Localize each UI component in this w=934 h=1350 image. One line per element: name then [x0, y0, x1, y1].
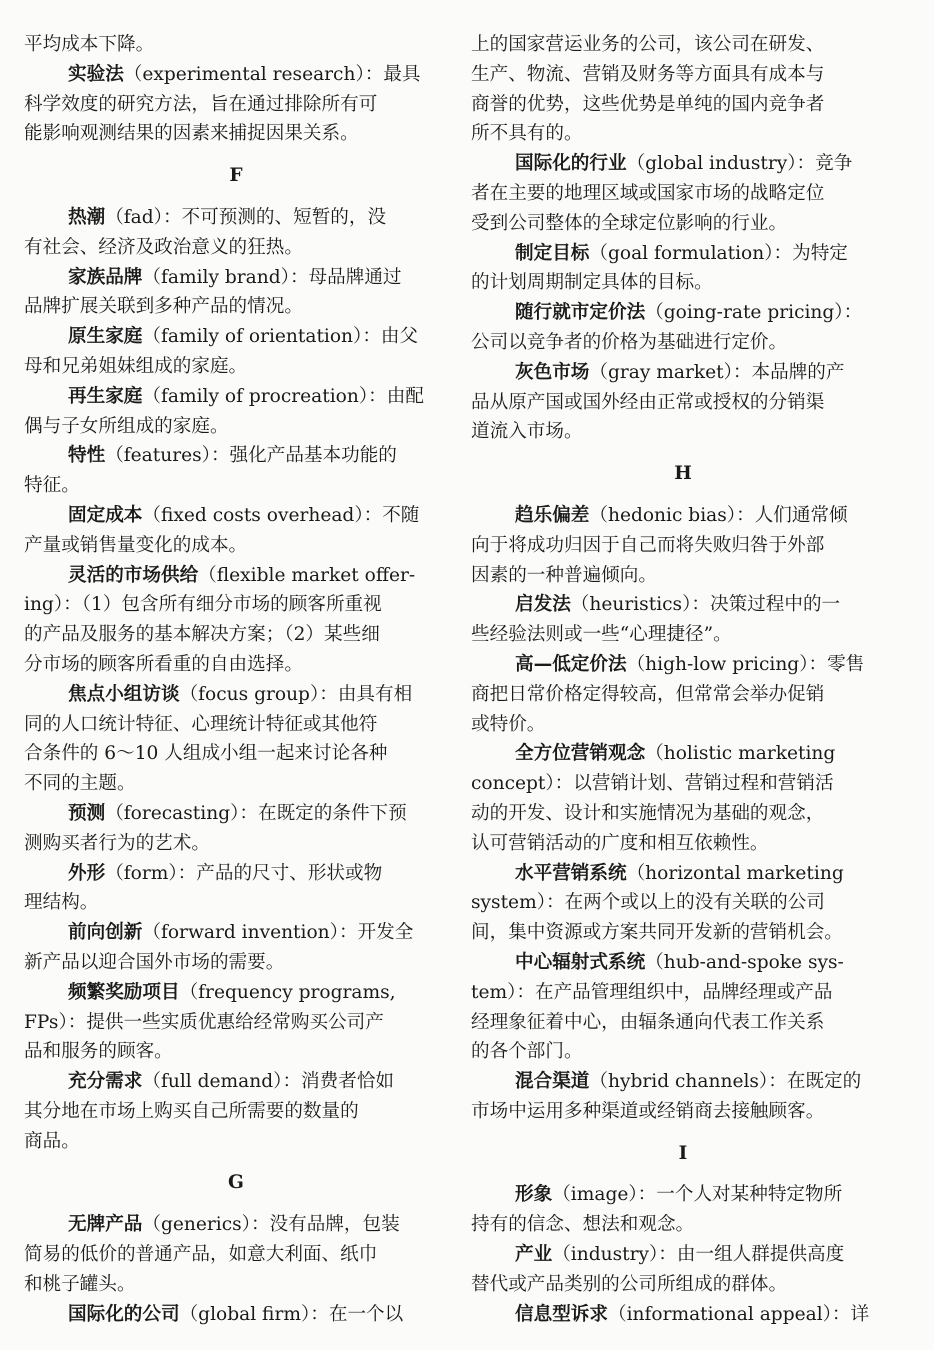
- entry-definition-line: 新产品以迎合国外市场的需要。: [24, 951, 285, 973]
- entry-definition-line: 商品。: [24, 1130, 80, 1152]
- entry-definition-line: 经理象征着中心，由辐条通向代表工作关系: [471, 1011, 825, 1033]
- entry-definition-start: （family of procreation）：由配: [142, 385, 424, 407]
- entry-term: 特性: [68, 445, 106, 467]
- section-letter: I: [678, 1142, 688, 1164]
- entry-definition-line: 能影响观测结果的因素来捕捉因果关系。: [24, 123, 359, 145]
- entry-first-line: [24, 60, 448, 90]
- entry-definition-start: （experimental research）：最具: [123, 63, 421, 85]
- continued-text: [24, 30, 448, 60]
- entry-definition-start: （form）：产品的尺寸、形状或物: [105, 862, 383, 884]
- entry-first-line: [24, 322, 448, 352]
- entry-first-line: [471, 1300, 895, 1330]
- entry-term: 热潮: [68, 206, 106, 228]
- entry-definition-line: 有社会、经济及政治意义的狂热。: [24, 236, 303, 258]
- entry-definition-start: （frequency programs,: [179, 981, 396, 1003]
- entry-definition-start: （goal formulation）：为特定: [589, 242, 848, 264]
- entry-first-line: [471, 1067, 895, 1097]
- text-line: 平均成本下降。: [24, 34, 155, 55]
- entry-definition-start: （gray market）：本品牌的产: [589, 361, 845, 383]
- entry-term: 焦点小组访谈: [68, 683, 180, 705]
- entry-first-line: [471, 239, 895, 269]
- entry-definition-line: 理结构。: [24, 892, 99, 914]
- glossary-entry: [24, 799, 448, 859]
- entry-term: 混合渠道: [515, 1071, 590, 1093]
- glossary-entry: [471, 1180, 895, 1240]
- entry-definition-line: 的产品及服务的基本解决方案；（2）某些细: [24, 624, 380, 646]
- entry-definition-start: （high-low pricing）：零售: [626, 653, 865, 675]
- text-line: 生产、物流、营销及财务等方面具有成本与: [471, 63, 825, 85]
- entry-definition-start: （fad）：不可预测的、短暂的，没: [105, 206, 387, 228]
- glossary-entry: [24, 441, 448, 501]
- entry-definition-line: 动的开发、设计和实施情况为基础的观念，: [471, 802, 825, 824]
- entry-first-line: [24, 501, 448, 531]
- entry-first-line: [24, 1300, 448, 1330]
- glossary-entry: [24, 1210, 448, 1299]
- entry-first-line: [471, 149, 895, 179]
- entry-first-line: [471, 948, 895, 978]
- entry-definition-line: 特征。: [24, 475, 80, 497]
- entry-definition-start: （industry）：由一组人群提供高度: [552, 1244, 845, 1266]
- entry-first-line: [24, 263, 448, 293]
- glossary-entry: [24, 322, 448, 382]
- text-line: 商誉的优势，这些优势是单纯的国内竞争者: [471, 93, 825, 115]
- entry-term: 制定目标: [515, 242, 590, 264]
- entry-definition-start: （heuristics）：决策过程中的一: [570, 594, 841, 616]
- entry-term: 前向创新: [68, 922, 143, 944]
- entry-definition-line: 品从原产国或国外经由正常或授权的分销渠: [471, 391, 825, 413]
- glossary-entry: [24, 859, 448, 919]
- entry-definition-line: 公司以竞争者的价格为基础进行定价。: [471, 331, 788, 353]
- entry-term: 高—低定价法: [515, 653, 627, 675]
- entry-first-line: [24, 1210, 448, 1240]
- entry-term: 实验法: [68, 63, 124, 85]
- entry-definition-line: 品牌扩展关联到多种产品的情况。: [24, 296, 303, 318]
- glossary-entry: [24, 918, 448, 978]
- entry-definition-start: （forecasting）：在既定的条件下预: [105, 802, 407, 824]
- entry-definition-line: 道流入市场。: [471, 421, 583, 443]
- section-letter: H: [674, 463, 692, 485]
- entry-definition-start: （informational appeal）：详: [607, 1303, 870, 1325]
- glossary-entry: [471, 1067, 895, 1127]
- glossary-entry: [471, 739, 895, 858]
- entry-definition-line: 其分地在市场上购买自己所需要的数量的: [24, 1100, 359, 1122]
- glossary-entry: [24, 1300, 448, 1330]
- glossary-entry: [471, 358, 895, 447]
- entry-term: 再生家庭: [68, 385, 143, 407]
- entry-first-line: [471, 590, 895, 620]
- glossary-entry: [24, 203, 448, 263]
- entry-definition-line: 受到公司整体的全球定位影响的行业。: [471, 212, 788, 234]
- entry-first-line: [471, 859, 895, 889]
- glossary-entry: [24, 501, 448, 561]
- glossary-entry: [471, 239, 895, 299]
- entry-definition-line: FPs）：提供一些实质优惠给经常购买公司产: [24, 1011, 384, 1033]
- entry-definition-line: 持有的信念、想法和观念。: [471, 1214, 695, 1236]
- entry-first-line: [24, 680, 448, 710]
- entry-definition-line: 市场中运用多种渠道或经销商去接触顾客。: [471, 1100, 825, 1122]
- entry-definition-start: （hedonic bias）：人们通常倾: [589, 504, 848, 526]
- entry-first-line: [471, 1240, 895, 1270]
- entry-definition-line: 的各个部门。: [471, 1041, 583, 1063]
- entry-definition-line: 分市场的顾客所看重的自由选择。: [24, 653, 303, 675]
- entry-definition-start: （holistic marketing: [645, 743, 836, 765]
- entry-definition-line: 简易的低价的普通产品，如意大利面、纸巾: [24, 1244, 378, 1266]
- glossary-entry: [471, 149, 895, 238]
- glossary-entry: [24, 978, 448, 1067]
- glossary-entry: [24, 60, 448, 149]
- entry-definition-line: ing）：（1）包含所有细分市场的顾客所重视: [24, 594, 382, 616]
- entry-term: 中心辐射式系统: [515, 951, 646, 973]
- entry-definition-line: 替代或产品类别的公司所组成的群体。: [471, 1273, 788, 1295]
- entry-definition-start: （global firm）：在一个以: [179, 1303, 404, 1325]
- continued-text: [471, 30, 895, 149]
- glossary-entry: [24, 680, 448, 799]
- entry-term: 灵活的市场供给: [68, 564, 199, 586]
- entry-definition-start: （full demand）：消费者恰如: [142, 1071, 395, 1093]
- entry-term: 信息型诉求: [515, 1303, 608, 1325]
- entry-definition-start: （generics）：没有品牌，包装: [142, 1214, 400, 1236]
- entry-definition-line: 科学效度的研究方法，旨在通过排除所有可: [24, 93, 378, 115]
- entry-definition-start: （image）：一个人对某种特定物所: [552, 1184, 843, 1206]
- entry-term: 国际化的公司: [68, 1303, 180, 1325]
- entry-first-line: [24, 799, 448, 829]
- entry-term: 无牌产品: [68, 1214, 143, 1236]
- entry-definition-line: 或特价。: [471, 713, 546, 735]
- entry-definition-start: （hub-and-spoke sys-: [645, 951, 844, 973]
- entry-term: 灰色市场: [515, 361, 590, 383]
- section-letter: F: [229, 165, 243, 187]
- entry-definition-line: 不同的主题。: [24, 773, 136, 795]
- entry-first-line: [24, 561, 448, 591]
- entry-first-line: [24, 382, 448, 412]
- entry-term: 国际化的行业: [515, 153, 627, 175]
- glossary-entry: [471, 1240, 895, 1300]
- entry-definition-line: 因素的一种普遍倾向。: [471, 564, 657, 586]
- entry-first-line: [471, 358, 895, 388]
- entry-first-line: [24, 441, 448, 471]
- entry-term: 家族品牌: [68, 266, 143, 288]
- entry-term: 预测: [68, 802, 106, 824]
- entry-term: 产业: [515, 1244, 553, 1266]
- entry-definition-start: （fixed costs overhead）：不随: [142, 504, 420, 526]
- glossary-entry: [471, 859, 895, 948]
- entry-term: 趋乐偏差: [515, 504, 590, 526]
- entry-definition-line: 间，集中资源或方案共同开发新的营销机会。: [471, 922, 843, 944]
- entry-definition-start: （family of orientation）：由父: [142, 326, 419, 348]
- glossary-entry: [24, 1067, 448, 1156]
- entry-first-line: [471, 1180, 895, 1210]
- entry-first-line: [471, 501, 895, 531]
- entry-definition-line: 和桃子罐头。: [24, 1273, 136, 1295]
- entry-definition-line: 同的人口统计特征、心理统计特征或其他符: [24, 713, 378, 735]
- entry-definition-line: tem）：在产品管理组织中，品牌经理或产品: [471, 981, 833, 1003]
- entry-term: 频繁奖励项目: [68, 981, 180, 1003]
- entry-definition-start: （going-rate pricing）：: [645, 302, 863, 324]
- entry-definition-start: （features）：强化产品基本功能的: [105, 445, 397, 467]
- entry-definition-line: system）：在两个或以上的没有关联的公司: [471, 892, 825, 914]
- entry-definition-line: 偶与子女所组成的家庭。: [24, 415, 229, 437]
- entry-first-line: [24, 203, 448, 233]
- entry-definition-start: （forward invention）：开发全: [142, 922, 414, 944]
- entry-definition-line: 合条件的 6～10 人组成小组一起来讨论各种: [24, 743, 388, 765]
- glossary-entry: [471, 948, 895, 1067]
- entry-first-line: [471, 739, 895, 769]
- entry-definition-start: （family brand）：母品牌通过: [142, 266, 402, 288]
- entry-definition-line: 母和兄弟姐妹组成的家庭。: [24, 355, 248, 377]
- right-column: [471, 30, 895, 1329]
- entry-definition-line: 品和服务的顾客。: [24, 1041, 173, 1063]
- glossary-entry: [471, 650, 895, 739]
- entry-definition-line: 些经验法则或一些“心理捷径”。: [471, 624, 732, 646]
- glossary-entry: [24, 263, 448, 323]
- entry-definition-line: 认可营销活动的广度和相互依赖性。: [471, 832, 769, 854]
- entry-first-line: [471, 650, 895, 680]
- entry-definition-line: 者在主要的地理区域或国家市场的战略定位: [471, 182, 825, 204]
- entry-definition-start: （horizontal marketing: [626, 862, 844, 884]
- entry-term: 随行就市定价法: [515, 302, 646, 324]
- text-line: 所不具有的。: [471, 123, 583, 145]
- section-letter: G: [228, 1172, 244, 1194]
- entry-first-line: [24, 918, 448, 948]
- glossary-entry: [471, 501, 895, 590]
- entry-term: 启发法: [515, 594, 571, 616]
- entry-definition-start: （hybrid channels）：在既定的: [589, 1071, 862, 1093]
- entry-definition-start: （global industry）：竞争: [626, 153, 853, 175]
- entry-term: 全方位营销观念: [515, 743, 646, 765]
- glossary-entry: [24, 561, 448, 680]
- glossary-entry: [471, 1300, 895, 1330]
- entry-definition-line: 向于将成功归因于自己而将失败归咎于外部: [471, 534, 825, 556]
- entry-definition-line: 产量或销售量变化的成本。: [24, 534, 248, 556]
- entry-term: 水平营销系统: [515, 862, 627, 884]
- entry-definition-start: （flexible market offer-: [198, 564, 416, 586]
- entry-definition-line: 测购买者行为的艺术。: [24, 832, 210, 854]
- entry-first-line: [24, 859, 448, 889]
- entry-definition-line: concept）：以营销计划、营销过程和营销活: [471, 773, 834, 795]
- text-line: 上的国家营运业务的公司，该公司在研发、: [471, 34, 825, 55]
- entry-first-line: [24, 978, 448, 1008]
- entry-term: 原生家庭: [68, 326, 143, 348]
- entry-term: 外形: [68, 862, 106, 884]
- entry-definition-start: （focus group）：由具有相: [179, 683, 413, 705]
- entry-definition-line: 商把日常价格定得较高，但常常会举办促销: [471, 683, 825, 705]
- entry-term: 形象: [515, 1184, 553, 1206]
- glossary-entry: [471, 590, 895, 650]
- entry-first-line: [24, 1067, 448, 1097]
- glossary-entry: [24, 382, 448, 442]
- entry-first-line: [471, 298, 895, 328]
- left-column: [24, 30, 448, 1329]
- entry-definition-line: 的计划周期制定具体的目标。: [471, 272, 713, 294]
- entry-term: 固定成本: [68, 504, 143, 526]
- entry-term: 充分需求: [68, 1071, 143, 1093]
- glossary-entry: [471, 298, 895, 358]
